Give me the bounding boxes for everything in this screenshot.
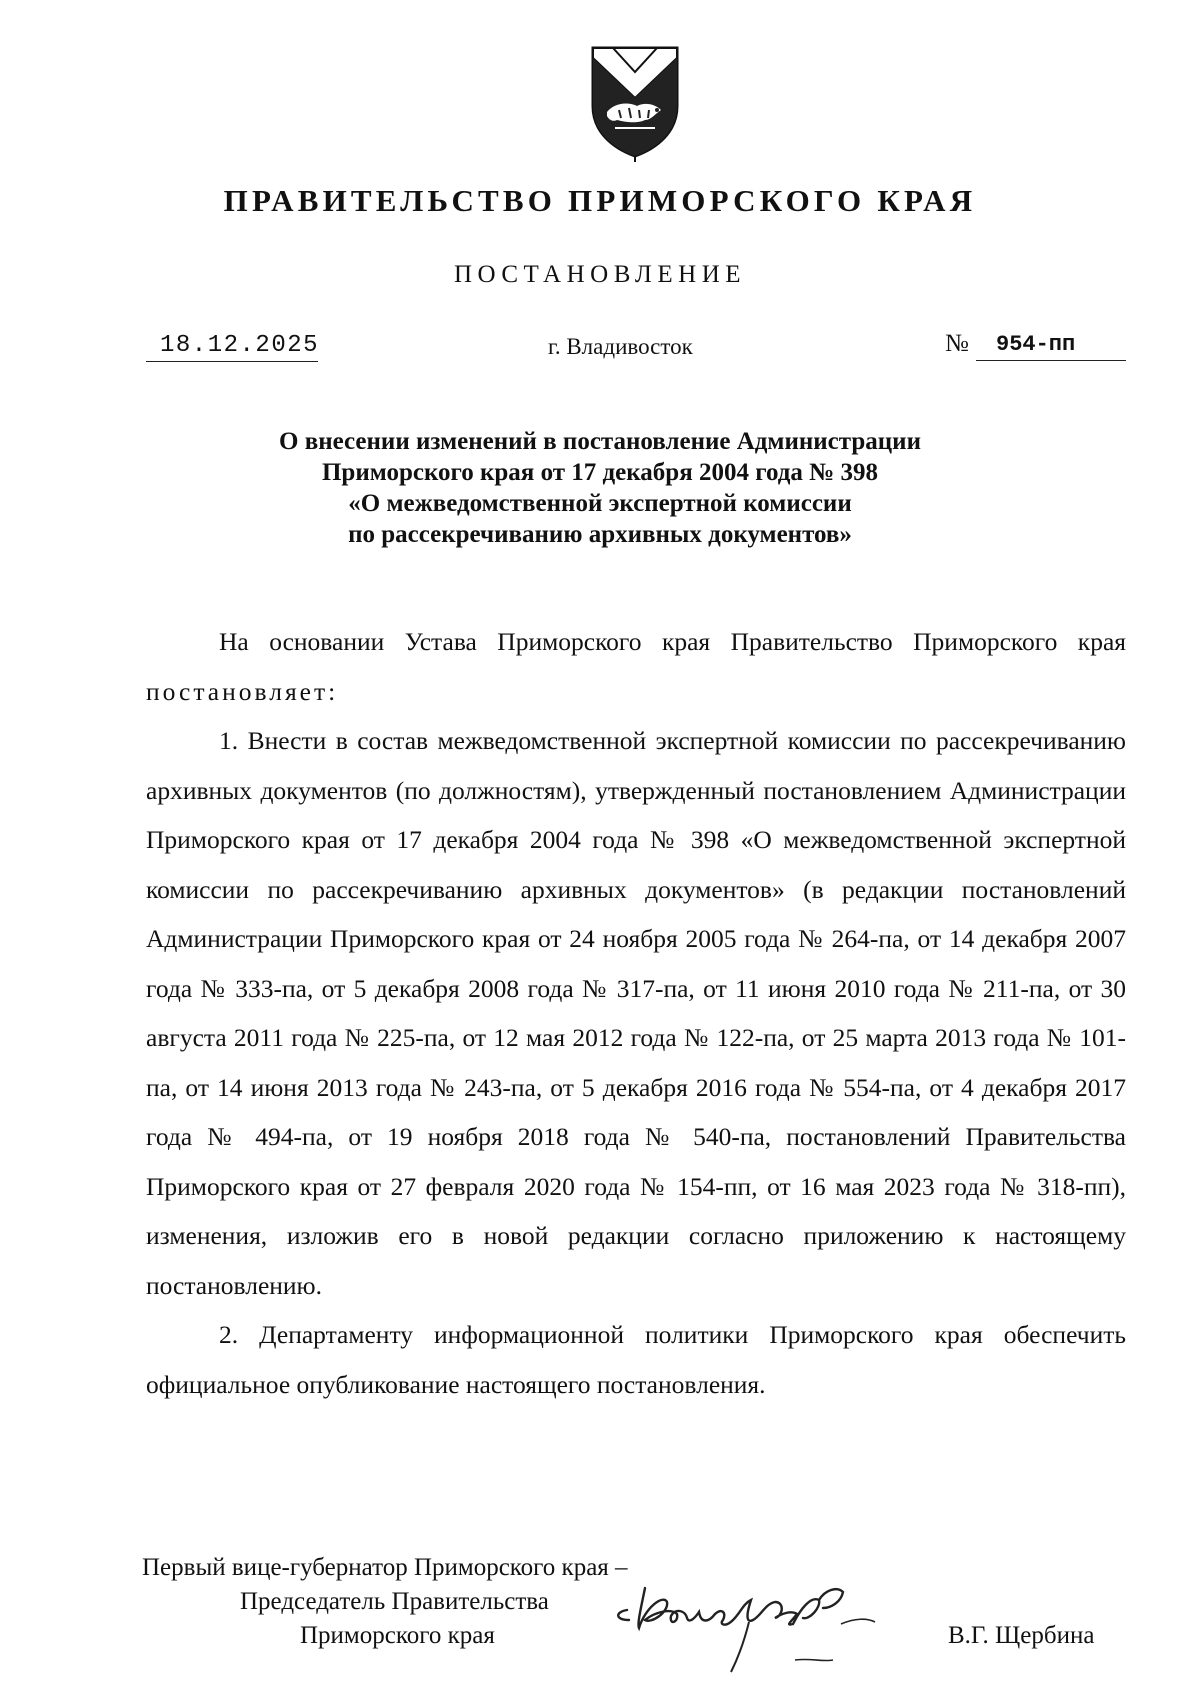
- signatory-title-line-1: Первый вице-губернатор Приморского края –: [142, 1554, 628, 1581]
- heading-line-4: по рассекречиванию архивных документов»: [348, 521, 852, 548]
- item-2-paragraph: 2. Департаменту информационной политики Приморского края обеспечить официальное опубликование настоящего постановления.: [146, 1320, 1126, 1399]
- heading-line-2: Приморского края от 17 декабря 2004 года № 398: [321, 459, 879, 486]
- heading-line-1: О внесении изменений в постановление Администрации: [279, 428, 921, 455]
- document-type: ПОСТАНОВЛЕНИЕ: [453, 261, 747, 288]
- document-date: 18.12.2025: [146, 332, 318, 362]
- signatory-name: В.Г. Щербина: [948, 1622, 1095, 1649]
- number-label: №: [945, 330, 969, 357]
- document-number: 954-пп: [976, 332, 1126, 361]
- preamble-resolves: постановляет:: [146, 676, 339, 706]
- document-heading: [170, 426, 1030, 550]
- preamble-text: На основании Устава Приморского края Правительство Приморского края: [219, 627, 1126, 656]
- document-city: г. Владивосток: [548, 334, 693, 359]
- signatory-title-line-3: Приморского края: [300, 1622, 495, 1649]
- signatory-title-line-2: Председатель Правительства: [240, 1588, 549, 1615]
- heading-line-3: «О межведомственной экспертной комиссии: [348, 490, 852, 517]
- government-title: ПРАВИТЕЛЬСТВО ПРИМОРСКОГО КРАЯ: [223, 183, 977, 218]
- handwritten-signature-icon: [605, 1568, 905, 1678]
- coat-of-arms-icon: [585, 44, 685, 162]
- document-body: [146, 617, 1126, 1409]
- item-1-paragraph: 1. Внести в состав межведомственной экспертной комиссии по рассекречиванию архивных документов (по должностям), утвержденный постановлением Администрации Приморского края от 17 декабря 2004 года № 398 «О межведомственной экспертной комиссии по рассекречиванию архивных документов» (в редакции постановлений Администрации Приморского края от 24 ноября 2005 года № 264-па, от 14 декабря 2007 года № 333-па, от 5 декабря 2008 года № 317-па, от 11 июня 2010 года № 211-па, от 30 августа 2011 года № 225-па, от 12 мая 2012 года № 122-па, от 25 марта 2013 года № 101-па, от 14 июня 2013 года № 243-па, от 5 декабря 2016 года № 554-па, от 4 декабря 2017 года № 494-па, от 19 ноября 2018 года № 540-па, постановлений Правительства Приморского края от 27 февраля 2020 года № 154-пп, от 16 мая 2023 года № 318-пп), изменения, изложив его в новой редакции согласно приложению к настоящему постановлению.: [146, 726, 1126, 1300]
- preamble-paragraph: [146, 617, 1126, 716]
